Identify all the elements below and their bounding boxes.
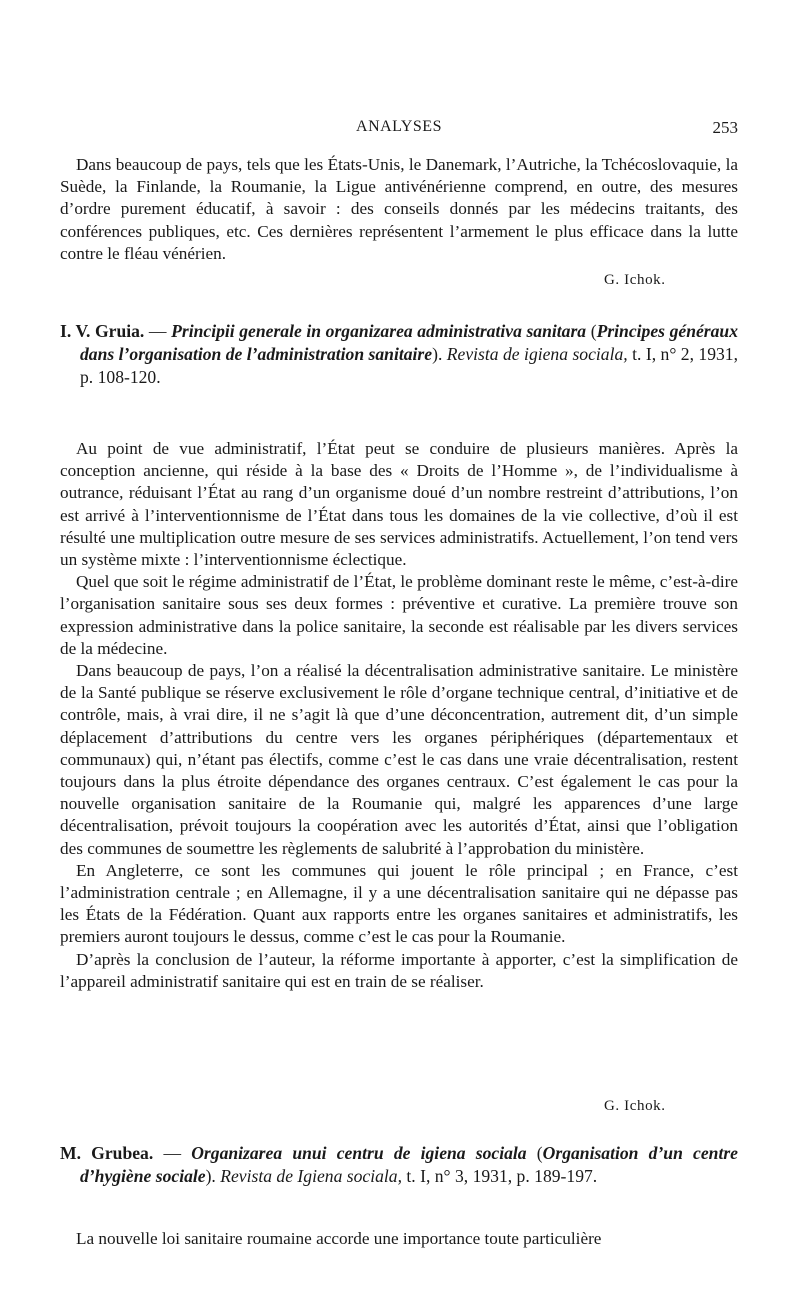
entry-1-body	[60, 438, 738, 993]
entry-2-title: Organizarea unui centru de igiena sociala	[191, 1143, 527, 1163]
bibliographic-entry-1	[60, 320, 738, 389]
signature-1: G. Ichok.	[604, 272, 666, 288]
entry-1-paragraph: D’après la conclusion de l’auteur, la réforme importante à apporter, c’est la simplification de l’appareil administratif sanitaire qui est en train de se réaliser.	[60, 949, 738, 991]
entry-2-dash: —	[153, 1143, 192, 1163]
entry-2-translation-close: ).	[205, 1166, 221, 1186]
entry-1-author: I. V. Gruia.	[60, 321, 145, 341]
entry-1-journal: Revista de igiena sociala,	[446, 344, 628, 364]
bibliographic-entry-2	[60, 1142, 738, 1188]
entry-2-reference: t. I, n° 3, 1931, p. 189-197.	[402, 1166, 598, 1186]
entry-1-paragraph: Au point de vue administratif, l’État peut se conduire de plusieurs manières. Après la conception ancienne, qui réside à la base des « Droits de l’Homme », de l’individualisme à outrance, réduisant l’État au rang d’un organisme doué d’un nombre restreint d’attributions, l’on est arrivé à l’interventionnisme de l’État dans tous les domaines de la vie collective, d’où il est résulté une multiplication outre mesure de ses services administratifs. Actuellement, l’on tend vers un système mixte : l’interventionnisme éclectique.	[60, 439, 738, 570]
running-title: ANALYSES	[356, 118, 442, 135]
entry-1-paragraph: En Angleterre, ce sont les communes qui jouent le rôle principal ; en France, c’est l’administration centrale ; en Allemagne, il y a une décentralisation sanitaire qui ne dépasse pas les États de la Fédération. Quant aux rapports entre les organes sanitaires et administratifs, les premiers auront toujours le dessus, comme c’est le cas pour la Roumanie.	[60, 860, 738, 947]
entry-1-paragraph: Dans beaucoup de pays, l’on a réalisé la décentralisation administrative sanitaire. Le ministère de la Santé publique se réserve exclusivement le rôle d’organe technique central, d’initiative et de contrôle, mais, à vrai dire, il ne s’agit là que d’une déconcentration, autrement dit, d’un simple déplacement d’attributions du centre vers les organes périphériques (départementaux et communaux) qui, n’étant pas électifs, comme c’est le cas dans une vraie décentralisation, restent toujours dans la plus étroite dépendance des organes centraux. C’est également le cas pour la nouvelle organisation sanitaire de la Roumanie qui, malgré les apparences d’une large décentralisation, prévoit toujours la coopération avec les autorités d’État, ainsi que l’obligation des communes de soumettre les règlements de salubrité à l’approbation du ministère.	[60, 661, 738, 858]
entry-2-paragraph: La nouvelle loi sanitaire roumaine accorde une importance toute particulière	[76, 1229, 602, 1248]
entry-1-dash: —	[144, 321, 172, 341]
entry-1-translation-open: (	[586, 321, 597, 341]
intro-paragraph: Dans beaucoup de pays, tels que les États-Unis, le Danemark, l’Autriche, la Tchécoslovaquie, la Suède, la Finlande, la Roumanie, la Ligue antivénérienne comprend, en outre, des mesures d’ordre purement éducatif, à savoir : des conseils donnés par les médecins traitants, des conférences publiques, etc. Ces dernières représentent l’armement le plus efficace dans la lutte contre le fléau vénérien.	[60, 155, 738, 263]
entry-1-reference: t. I, n° 2, 1931, p. 108-120.	[80, 344, 739, 387]
entry-2-translation-open: (	[526, 1143, 543, 1163]
entry-1-paragraph: Quel que soit le régime administratif de l’État, le problème dominant reste le même, c’est-à-dire l’organisation sanitaire sous ses deux formes : préventive et curative. La première trouve son expression administrative dans la police sanitaire, la seconde est réalisable par les divers services de la médecine.	[60, 572, 738, 658]
entry-1-title: Principii generale in organizarea administrativa sanitara	[171, 321, 587, 341]
entry-1-translation: Principes généraux dans l’organisation de l’administration sanitaire	[80, 321, 739, 364]
page-number: 253	[712, 118, 738, 137]
entry-2-author: M. Grubea.	[60, 1143, 154, 1163]
entry-2-journal: Revista de Igiena sociala,	[220, 1166, 402, 1186]
signature-2: G. Ichok.	[604, 1098, 666, 1114]
entry-2-translation: Organisation d’un centre d’hygiène sociale	[80, 1143, 738, 1186]
running-header	[60, 118, 738, 142]
entry-1-translation-close: ).	[432, 344, 447, 364]
